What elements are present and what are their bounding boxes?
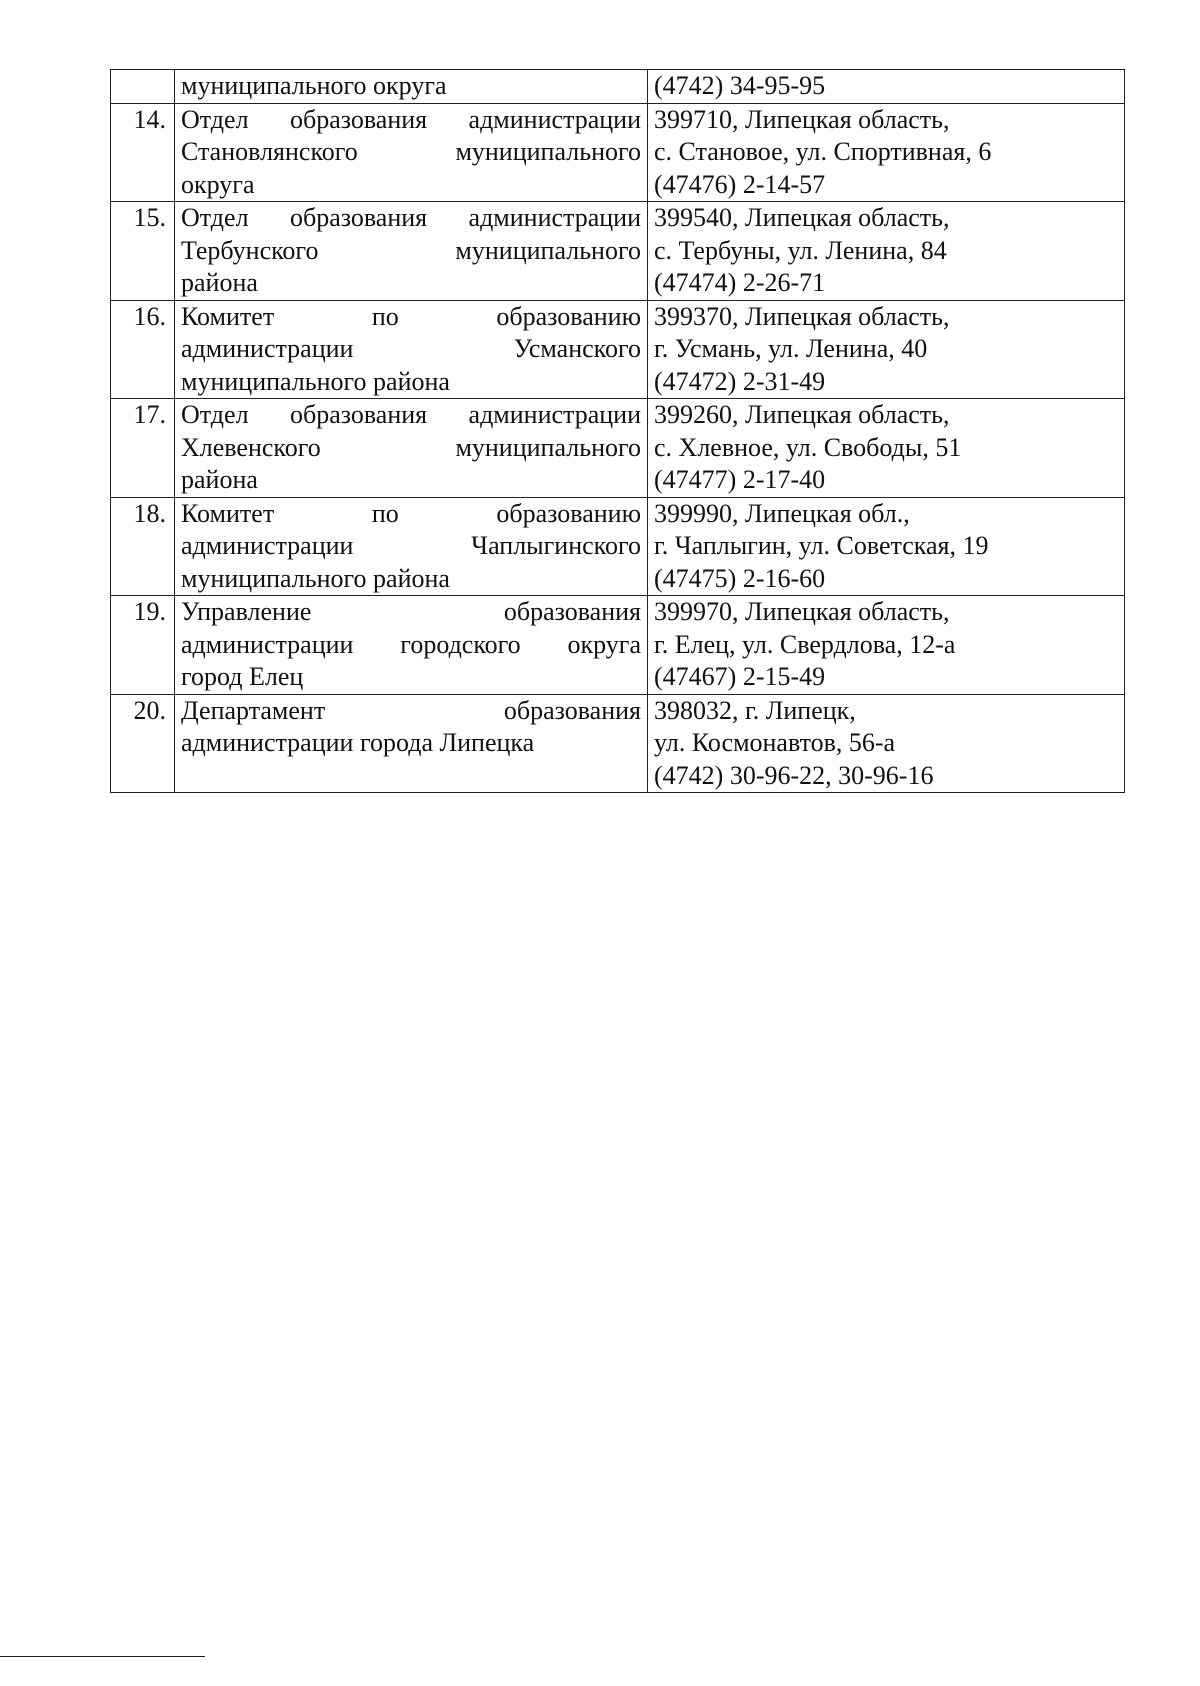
address-line: (4742) 30-96-22, 30-96-16 [654, 760, 934, 790]
organization-name-line: Управление образования [181, 597, 641, 626]
address-contact [648, 399, 1125, 498]
address-contact [648, 497, 1125, 596]
organization-name [175, 103, 648, 202]
address-contact [648, 103, 1125, 202]
address-line: 399540, Липецкая область, [654, 203, 950, 232]
organization-name [175, 70, 648, 104]
organization-name [175, 202, 648, 301]
address-line: с. Хлевное, ул. Свободы, 51 [654, 432, 962, 462]
organization-name-line: Отдел образования администрации [181, 203, 641, 232]
row-number: 14. [111, 103, 175, 202]
table-row [111, 596, 1125, 695]
address-line: ул. Космонавтов, 56-а [654, 728, 896, 757]
organization-name-line: Тербунского муниципального [181, 235, 641, 265]
table-row [111, 70, 1125, 104]
organization-name-line: муниципального округа [181, 71, 447, 100]
address-line: (47475) 2-16-60 [654, 563, 826, 593]
table-body [111, 70, 1125, 793]
organization-name-line: Комитет по образованию [181, 498, 641, 528]
organization-name-line: администрации Чаплыгинского [181, 531, 641, 560]
organization-name [175, 497, 648, 596]
address-line: 399710, Липецкая область, [654, 104, 950, 134]
organization-name-line: района [181, 465, 258, 494]
organization-name [175, 596, 648, 695]
table-row [111, 694, 1125, 793]
address-line: г. Чаплыгин, ул. Советская, 19 [654, 531, 989, 560]
address-contact [648, 70, 1125, 104]
row-number [111, 70, 175, 104]
address-line: 398032, г. Липецк, [654, 695, 856, 725]
address-line: 399370, Липецкая область, [654, 301, 950, 331]
row-number: 20. [111, 694, 175, 793]
organization-name-line: Хлевенского муниципального [181, 432, 641, 462]
address-contact [648, 596, 1125, 695]
table-row [111, 497, 1125, 596]
organization-name-line: Становлянского муниципального [181, 137, 641, 166]
organization-name [175, 694, 648, 793]
table-row [111, 103, 1125, 202]
organization-name-line: администрации городского округа [181, 629, 641, 659]
organization-name [175, 300, 648, 399]
address-line: с. Тербуны, ул. Ленина, 84 [654, 235, 947, 265]
address-line: г. Елец, ул. Свердлова, 12-а [654, 629, 956, 659]
row-number: 16. [111, 300, 175, 399]
row-number: 19. [111, 596, 175, 695]
organization-name-line: город Елец [181, 662, 304, 691]
address-line: 399990, Липецкая обл., [654, 498, 910, 528]
organization-name-line: округа [181, 169, 255, 199]
row-number: 18. [111, 497, 175, 596]
address-contact [648, 202, 1125, 301]
footnote-rule [0, 1656, 205, 1657]
table-row [111, 202, 1125, 301]
address-line: 399260, Липецкая область, [654, 400, 950, 429]
address-line: (47474) 2-26-71 [654, 268, 826, 297]
organization-name-line: Комитет по образованию [181, 301, 641, 331]
address-line: г. Усмань, ул. Ленина, 40 [654, 334, 928, 363]
address-contact [648, 300, 1125, 399]
address-contact [648, 694, 1125, 793]
address-line: (47477) 2-17-40 [654, 465, 826, 494]
row-number: 15. [111, 202, 175, 301]
organization-name [175, 399, 648, 498]
organization-name-line: муниципального района [181, 563, 450, 593]
organization-name-line: района [181, 268, 258, 297]
address-line: (4742) 34-95-95 [654, 71, 826, 100]
education-departments-table [110, 69, 1125, 793]
address-line: (47472) 2-31-49 [654, 366, 826, 396]
address-line: (47467) 2-15-49 [654, 662, 826, 691]
table-row [111, 300, 1125, 399]
address-line: с. Становое, ул. Спортивная, 6 [654, 137, 992, 166]
organization-name-line: администрации города Липецка [181, 728, 535, 757]
organization-name-line: Отдел образования администрации [181, 104, 641, 134]
row-number: 17. [111, 399, 175, 498]
table-row [111, 399, 1125, 498]
organization-name-line: Департамент образования [181, 695, 641, 725]
address-line: (47476) 2-14-57 [654, 169, 826, 199]
organization-name-line: муниципального района [181, 366, 450, 396]
address-line: 399970, Липецкая область, [654, 597, 950, 626]
organization-name-line: Отдел образования администрации [181, 400, 641, 429]
organization-name-line: администрации Усманского [181, 334, 641, 363]
